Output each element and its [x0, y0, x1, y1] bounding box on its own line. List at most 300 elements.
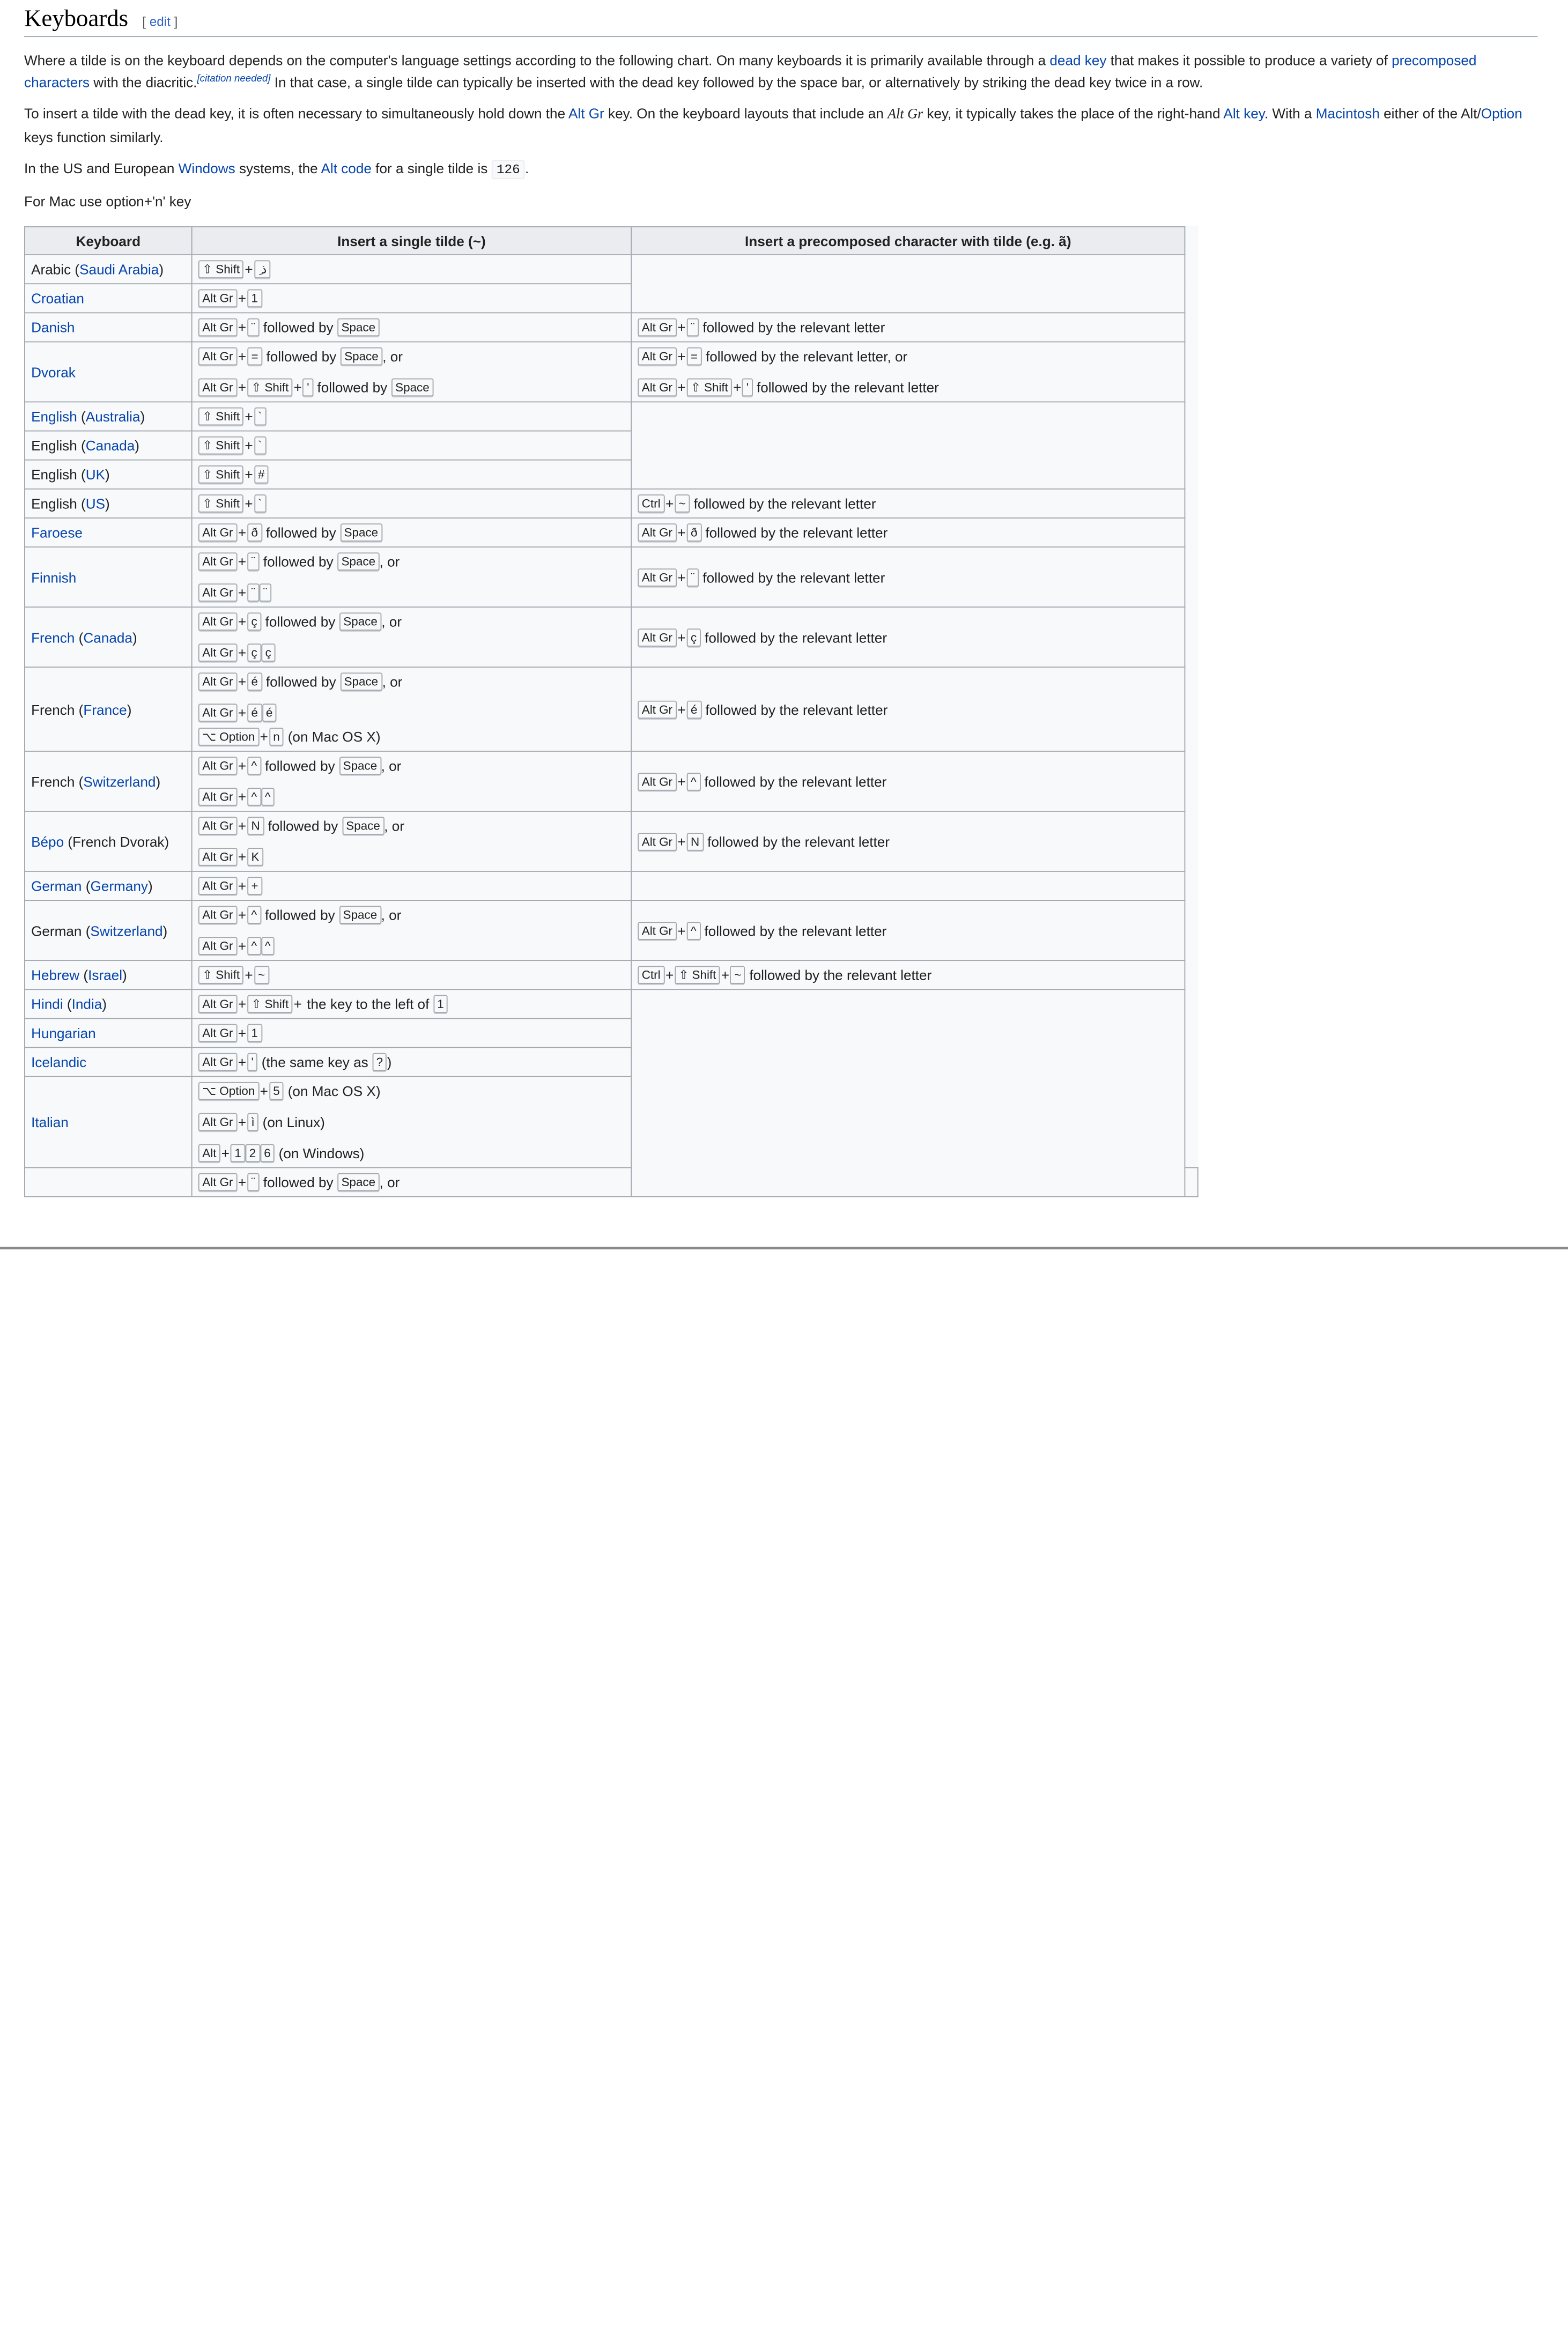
key-sequence: [198, 435, 625, 455]
single-tilde-cell: [192, 460, 631, 489]
key-cap: ⇧ Shift: [198, 465, 244, 484]
alt-code-value: 126: [492, 160, 525, 179]
single-tilde-cell: [192, 871, 631, 900]
key-cap: 6: [260, 1144, 275, 1163]
keyboard-link[interactable]: Finnish: [31, 569, 77, 586]
cell-text: followed by: [317, 379, 388, 396]
cell-text: , or: [381, 613, 402, 630]
section-title: Keyboards: [24, 6, 129, 32]
plus-sign: +: [238, 878, 247, 894]
keyboard-cell: [25, 489, 192, 518]
edit-section-link[interactable]: edit: [149, 14, 171, 29]
cell-text: followed by: [264, 907, 335, 923]
keyboard-link[interactable]: India: [71, 996, 102, 1012]
citation-needed-link[interactable]: [citation needed]: [197, 73, 271, 85]
single-tilde-cell: [192, 1077, 631, 1168]
keyboard-link[interactable]: German: [31, 878, 82, 894]
key-cap: Alt Gr: [198, 1173, 237, 1191]
key-sequence: [638, 522, 1178, 542]
key-cap: Alt Gr: [198, 877, 237, 895]
key-sequence: [198, 905, 625, 924]
single-tilde-cell: [192, 667, 631, 751]
cell-text: German (: [31, 922, 91, 939]
keyboard-link[interactable]: Switzerland: [83, 773, 156, 789]
cell-text: followed by the relevant letter: [749, 967, 932, 983]
key-cap: ¨: [247, 583, 259, 602]
keyboard-link[interactable]: Hebrew: [31, 967, 80, 983]
cell-text: ): [387, 1054, 392, 1070]
plus-sign: +: [238, 938, 247, 954]
key-cap: Alt Gr: [638, 319, 676, 337]
keyboard-link[interactable]: Germany: [90, 878, 148, 894]
table-row: [25, 900, 1198, 960]
cell-text: followed by: [265, 524, 336, 541]
key-cap: ¨: [259, 583, 271, 602]
edit-section: [ edit ]: [142, 14, 178, 29]
key-cap: ⇧ Shift: [198, 966, 244, 984]
keyboard-cell: [25, 1048, 192, 1077]
single-tilde-cell: [192, 518, 631, 547]
cell-text: followed by: [263, 1174, 334, 1190]
link-option[interactable]: Option: [1481, 105, 1522, 121]
keyboard-link[interactable]: France: [83, 701, 127, 717]
plus-sign: +: [238, 907, 247, 923]
key-cap: Space: [339, 906, 381, 924]
table-row: [25, 518, 1198, 547]
cell-text: followed by: [265, 673, 336, 690]
cell-text: (: [77, 408, 86, 425]
keyboard-cell: [25, 1077, 192, 1168]
key-cap: ¨: [247, 552, 259, 571]
key-cap: Alt Gr: [198, 379, 237, 397]
keyboard-cell: [25, 284, 192, 313]
cell-text: (: [79, 967, 88, 983]
single-tilde-cell: [192, 342, 631, 402]
keyboard-link[interactable]: Dvorak: [31, 364, 76, 380]
key-cap: ¨: [686, 568, 698, 586]
keyboard-cell: [25, 960, 192, 989]
cell-text: ): [162, 922, 168, 939]
keyboard-link[interactable]: Switzerland: [90, 922, 163, 939]
cell-text: Arabic (: [31, 261, 80, 278]
table-row: [25, 607, 1198, 667]
key-cap: Alt Gr: [198, 583, 237, 602]
key-cap: Alt Gr: [198, 848, 237, 866]
plus-sign: +: [293, 379, 302, 396]
key-cap: Space: [342, 817, 384, 835]
key-cap: ì: [247, 1113, 258, 1131]
cell-text: (on Mac OS X): [287, 1083, 381, 1099]
key-sequence: [638, 317, 1178, 337]
keyboard-link[interactable]: Canada: [83, 629, 132, 646]
key-cap: Alt Gr: [638, 700, 676, 719]
cell-text: (on Windows): [278, 1145, 365, 1161]
citation-needed: [197, 73, 270, 85]
header-precomposed: Insert a precomposed character with tilde (e.g. ã): [631, 227, 1185, 255]
key-sequence: [198, 612, 625, 632]
paragraph-alt-code: In the US and European Windows systems, the Alt code for a single tilde is 126 .: [24, 157, 1537, 181]
key-sequence: [198, 847, 625, 867]
cell-text: followed by: [263, 553, 334, 570]
key-cap: ': [303, 379, 313, 397]
key-cap: Alt Gr: [198, 788, 237, 806]
key-cap: Ctrl: [638, 494, 664, 513]
plus-sign: +: [677, 569, 686, 586]
keyboard-cell: [25, 667, 192, 751]
cell-text: the key to the left of: [307, 996, 430, 1012]
keyboard-cell: [25, 989, 192, 1018]
keyboard-link[interactable]: Danish: [31, 319, 75, 336]
cell-text: , or: [382, 348, 403, 365]
precomposed-cell: [631, 607, 1185, 667]
plus-sign: +: [238, 1174, 247, 1190]
key-cap: Alt Gr: [638, 347, 676, 366]
precomposed-cell: [631, 751, 1185, 811]
plus-sign: +: [238, 379, 247, 396]
single-tilde-cell: [192, 811, 631, 871]
key-cap: ¨: [247, 319, 259, 337]
single-tilde-cell: [192, 989, 631, 1018]
key-cap: ⇧ Shift: [686, 379, 732, 397]
cell-text: ): [135, 437, 140, 454]
plus-sign: +: [721, 967, 730, 983]
key-cap: é: [686, 700, 701, 719]
table-body: [25, 255, 1198, 1197]
single-tilde-cell: [192, 284, 631, 313]
cell-text: followed by the relevant letter: [704, 922, 887, 939]
key-cap: Alt Gr: [198, 643, 237, 662]
key-cap: Alt Gr: [638, 523, 676, 542]
keyboard-cell: [25, 518, 192, 547]
keyboard-cell: [25, 607, 192, 667]
plus-sign: +: [238, 553, 247, 570]
key-cap: N: [686, 832, 703, 850]
key-cap: ^: [247, 906, 261, 924]
plus-sign: +: [677, 629, 686, 646]
key-cap: 1: [247, 289, 262, 307]
keyboard-cell: [25, 900, 192, 960]
key-cap: Space: [340, 523, 382, 542]
key-cap: Space: [337, 1173, 379, 1191]
key-sequence: [198, 727, 625, 746]
key-cap: Alt Gr: [198, 319, 237, 337]
precomposed-cell: [631, 871, 1185, 900]
link-dead-key[interactable]: dead key: [1049, 52, 1107, 68]
keyboard-link[interactable]: UK: [85, 466, 106, 483]
cell-text: followed by the relevant letter: [693, 495, 876, 512]
key-cap: Space: [337, 552, 379, 571]
cell-text: ): [122, 967, 127, 983]
plus-sign: +: [293, 996, 302, 1012]
keyboard-link[interactable]: Australia: [85, 408, 140, 425]
plus-sign: +: [238, 705, 247, 721]
key-sequence: [198, 994, 625, 1014]
cell-text: ): [105, 495, 110, 512]
cell-text: English (: [31, 495, 86, 512]
key-cap: ç: [247, 612, 261, 631]
key-cap: Alt Gr: [198, 289, 237, 307]
keyboard-link[interactable]: Hindi: [31, 996, 63, 1012]
table-header-row: [25, 227, 1198, 255]
header-single-tilde: Insert a single tilde (~): [192, 227, 631, 255]
key-sequence: [198, 1081, 625, 1101]
cell-text: followed by the relevant letter: [756, 379, 939, 396]
cell-text: (on Linux): [262, 1114, 325, 1130]
key-sequence: [198, 582, 625, 602]
cell-text: , or: [384, 818, 405, 834]
keyboard-cell: [25, 811, 192, 871]
key-sequence: [198, 1112, 625, 1132]
keyboard-cell: [25, 871, 192, 900]
key-cap: 2: [245, 1144, 260, 1163]
table-row: [25, 313, 1198, 342]
plus-sign: +: [677, 833, 686, 849]
key-sequence: [198, 1143, 625, 1163]
cell-text: followed by: [265, 613, 336, 630]
key-cap: Alt Gr: [198, 817, 237, 835]
key-cap: `: [254, 436, 266, 455]
key-cap: ^: [686, 772, 700, 790]
key-cap: ِ ذ: [254, 260, 271, 278]
key-cap: ⇧ Shift: [198, 408, 244, 426]
cell-text: followed by the relevant letter: [705, 629, 887, 646]
single-tilde-cell: [192, 402, 631, 431]
key-sequence: [638, 920, 1178, 940]
key-sequence: [638, 627, 1178, 647]
keyboard-link[interactable]: Icelandic: [31, 1054, 87, 1070]
key-cap: ç: [261, 643, 275, 662]
link-precomposed-characters[interactable]: precomposed characters: [24, 52, 1477, 91]
plus-sign: +: [245, 261, 253, 278]
plus-sign: +: [238, 319, 247, 336]
plus-sign: +: [238, 584, 247, 601]
alt-gr-italic: Alt Gr: [887, 107, 923, 122]
section-heading: [24, 0, 1537, 37]
key-sequence: [198, 377, 625, 397]
keyboard-link[interactable]: Faroese: [31, 524, 83, 541]
table-row: [25, 342, 1198, 402]
single-tilde-cell: [192, 751, 631, 811]
plus-sign: +: [238, 290, 247, 307]
key-cap: ⇧ Shift: [247, 995, 293, 1013]
key-cap: Alt Gr: [198, 1113, 237, 1131]
key-cap: é: [262, 704, 276, 722]
key-cap: `: [254, 494, 266, 513]
key-cap: ⇧ Shift: [198, 494, 244, 513]
key-sequence: [638, 965, 1178, 984]
key-cap: ~: [254, 966, 269, 984]
plus-sign: +: [260, 728, 268, 745]
key-sequence: [198, 756, 625, 775]
key-cap: Alt Gr: [198, 1024, 237, 1042]
key-sequence: [198, 702, 625, 722]
single-tilde-cell: [192, 489, 631, 518]
key-cap: é: [247, 704, 262, 722]
key-cap: Space: [391, 379, 433, 397]
keyboards-table: [24, 226, 1199, 1197]
keyboard-link[interactable]: Italian: [31, 1114, 69, 1130]
key-sequence: [198, 816, 625, 835]
link-windows[interactable]: Windows: [178, 160, 235, 176]
keyboard-link[interactable]: Canada: [85, 437, 135, 454]
cell-text: , or: [381, 758, 402, 774]
plus-sign: +: [677, 379, 686, 396]
key-cap: 5: [269, 1082, 284, 1100]
key-cap: ^: [247, 757, 261, 775]
plus-sign: +: [238, 848, 247, 865]
link-alt-code[interactable]: Alt code: [321, 160, 372, 176]
key-cap: Alt Gr: [198, 906, 237, 924]
key-cap: =: [247, 347, 262, 366]
key-sequence: [198, 493, 625, 513]
key-cap: +: [247, 877, 262, 895]
key-cap: ~: [675, 494, 690, 513]
key-cap: N: [247, 817, 264, 835]
cell-text: followed by the relevant letter: [704, 773, 887, 789]
paragraph-dead-key: Where a tilde is on the keyboard depends on the computer's language settings according to the following chart. On many keyboards it is primarily available through a dead key that makes it possible to produce a variety of precomposed characters with the diacritic.[citation needed] In that case, a single tilde can typically be inserted with the dead key followed by the space bar, or alternatively by striking the dead key twice in a row.: [24, 52, 1477, 91]
key-sequence: [198, 1023, 625, 1043]
precomposed-cell: [631, 518, 1185, 547]
key-sequence: [638, 567, 1178, 587]
key-cap: 1: [247, 1024, 262, 1042]
keyboard-link[interactable]: Bépo: [31, 833, 64, 849]
key-cap: ^: [261, 788, 274, 806]
keyboard-cell: [25, 431, 192, 460]
precomposed-cell: [631, 989, 1185, 1196]
plus-sign: +: [238, 524, 247, 541]
plus-sign: +: [677, 773, 686, 789]
cell-text: ): [159, 261, 164, 278]
key-cap: ^: [247, 937, 261, 955]
plus-sign: +: [238, 348, 247, 365]
plus-sign: +: [245, 967, 253, 983]
key-cap: Alt Gr: [198, 612, 237, 631]
precomposed-cell: [1185, 1168, 1197, 1197]
link-alt-key[interactable]: Alt key: [1223, 105, 1264, 121]
keyboard-link[interactable]: Saudi Arabia: [79, 261, 159, 278]
keyboard-link[interactable]: Israel: [88, 967, 123, 983]
key-cap: Alt Gr: [198, 937, 237, 955]
keyboard-cell: [25, 1168, 192, 1197]
keyboard-link[interactable]: English: [31, 408, 77, 425]
header-keyboard: Keyboard: [25, 227, 192, 255]
key-cap: ç: [686, 628, 700, 646]
paragraph-mac: For Mac use option+'n' key: [24, 193, 191, 210]
cell-text: ): [132, 629, 137, 646]
key-cap: ð: [247, 523, 262, 542]
precomposed-cell: [631, 255, 1185, 313]
cell-text: (on Mac OS X): [287, 728, 381, 745]
cell-text: , or: [379, 1174, 400, 1190]
keyboard-cell: [25, 1018, 192, 1047]
plus-sign: +: [238, 758, 247, 774]
link-macintosh[interactable]: Macintosh: [1315, 105, 1380, 121]
key-sequence: [198, 672, 625, 692]
key-cap: 1: [231, 1144, 245, 1163]
cell-text: followed by the relevant letter: [702, 569, 885, 586]
link-alt-gr[interactable]: Alt Gr: [568, 105, 604, 121]
plus-sign: +: [238, 673, 247, 690]
keyboard-cell: [25, 255, 192, 284]
key-cap: ?: [372, 1053, 387, 1071]
key-sequence: [198, 259, 625, 279]
key-cap: Alt Gr: [638, 832, 676, 850]
single-tilde-cell: [192, 547, 631, 607]
key-cap: ~: [730, 966, 745, 984]
cell-text: (: [75, 629, 84, 646]
table-row: [25, 489, 1198, 518]
key-cap: ⇧ Shift: [675, 966, 720, 984]
keyboard-link[interactable]: French: [31, 629, 75, 646]
key-cap: ': [742, 379, 752, 397]
keyboard-link[interactable]: US: [85, 495, 106, 512]
cell-text: ): [127, 701, 132, 717]
keyboard-link[interactable]: Croatian: [31, 290, 84, 307]
single-tilde-cell: [192, 255, 631, 284]
table-row: [25, 402, 1198, 431]
single-tilde-cell: [192, 607, 631, 667]
single-tilde-cell: [192, 960, 631, 989]
key-sequence: [638, 377, 1178, 397]
article-page: [24, 0, 1568, 2332]
paragraph-alt-gr: To insert a tilde with the dead key, it is often necessary to simultaneously hold down the Alt Gr key. On the keyboard layouts that include an Alt Gr key, it typically takes the place of the right-hand Alt key. With a Macintosh either of the Alt/Option keys function similarly.: [24, 105, 1522, 145]
key-sequence: [198, 936, 625, 956]
single-tilde-cell: [192, 1018, 631, 1047]
key-cap: Space: [339, 757, 381, 775]
key-cap: Space: [339, 612, 381, 631]
key-cap: n: [269, 728, 284, 746]
table-row: [25, 255, 1198, 284]
cell-text: followed by: [264, 758, 335, 774]
key-sequence: [638, 493, 1178, 513]
table-row: [25, 811, 1198, 871]
precomposed-cell: [631, 402, 1185, 488]
precomposed-cell: [631, 313, 1185, 342]
plus-sign: +: [238, 1025, 247, 1041]
table-row: [25, 751, 1198, 811]
cell-text: followed by the relevant letter, or: [705, 348, 908, 365]
keyboard-cell: [25, 547, 192, 607]
key-cap: Alt Gr: [198, 995, 237, 1013]
key-cap: Alt Gr: [198, 1053, 237, 1071]
cell-text: followed by: [263, 319, 334, 336]
cell-text: English (: [31, 466, 86, 483]
key-cap: é: [247, 672, 262, 691]
key-sequence: [198, 876, 625, 895]
key-cap: ¨: [686, 319, 698, 337]
table-row: [25, 989, 1198, 1018]
cell-text: ): [156, 773, 161, 789]
key-cap: ⌥ Option: [198, 1082, 259, 1100]
cell-text: (: [82, 878, 91, 894]
cell-text: French (: [31, 773, 84, 789]
key-sequence: [198, 464, 625, 484]
keyboard-link[interactable]: Hungarian: [31, 1025, 96, 1041]
key-cap: K: [247, 848, 263, 866]
plus-sign: +: [677, 348, 686, 365]
plus-sign: +: [677, 701, 686, 717]
key-cap: ': [247, 1053, 257, 1071]
keyboard-cell: [25, 313, 192, 342]
plus-sign: +: [238, 1114, 247, 1130]
plus-sign: +: [665, 495, 674, 512]
key-cap: Alt Gr: [638, 568, 676, 586]
key-sequence: [198, 1172, 625, 1192]
table-row: [25, 871, 1198, 900]
single-tilde-cell: [192, 900, 631, 960]
key-sequence: [198, 787, 625, 806]
key-cap: ^: [686, 921, 700, 939]
